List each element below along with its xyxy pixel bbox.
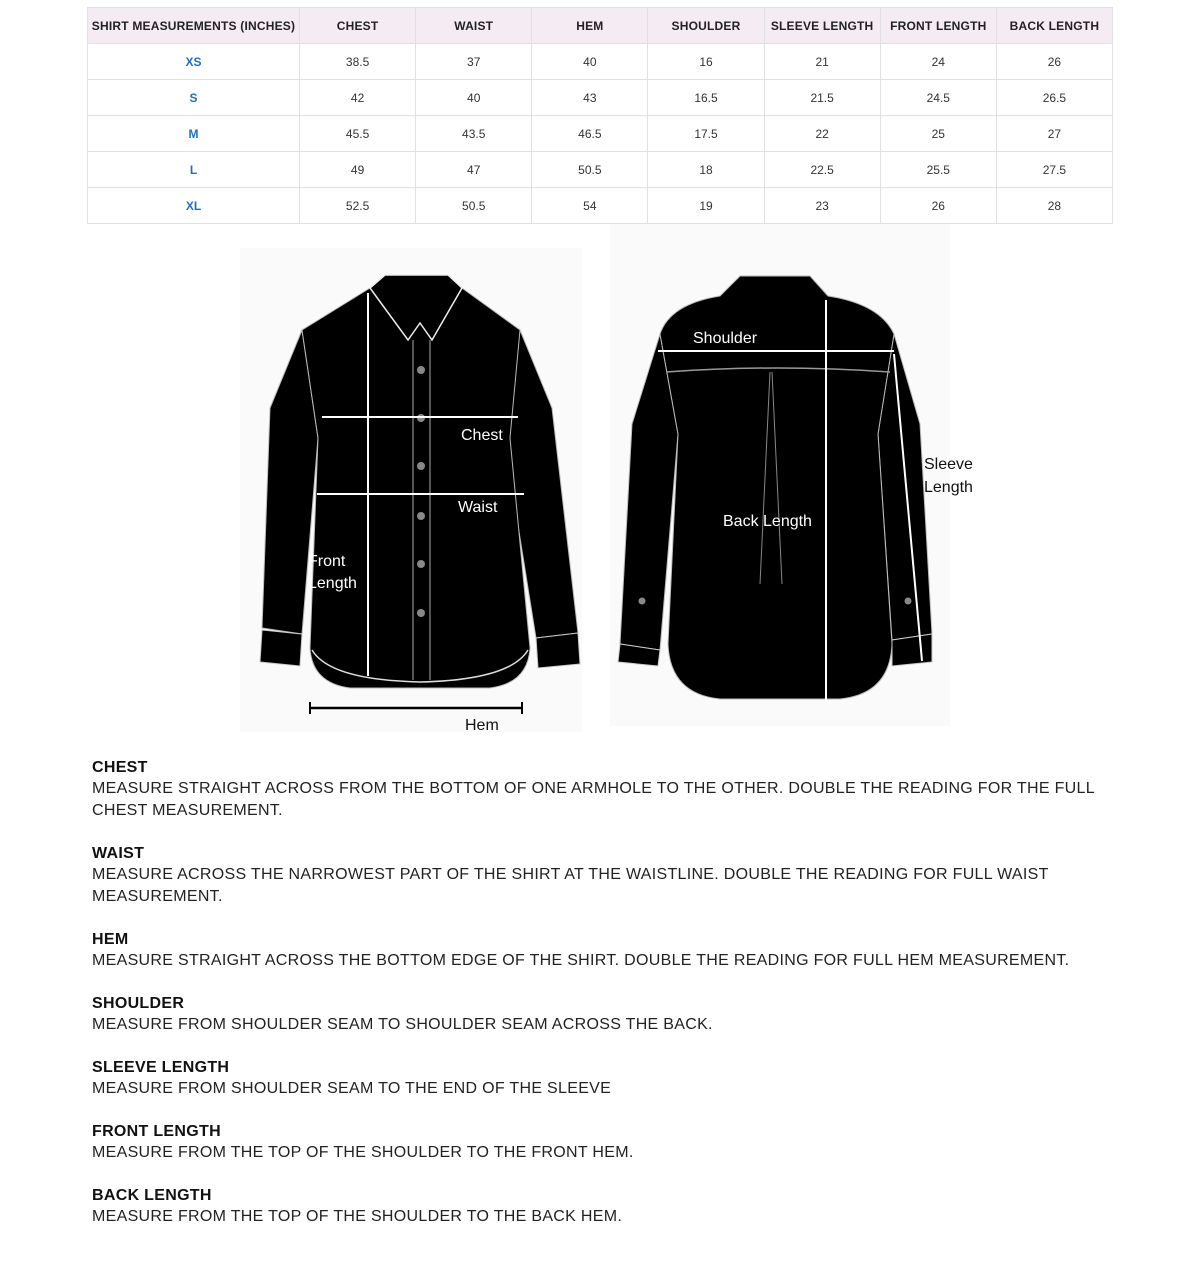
table-cell: 40 xyxy=(416,80,532,116)
size-label: S xyxy=(88,80,300,116)
front-shirt-diagram xyxy=(240,248,582,732)
description-title: FRONT LENGTH xyxy=(92,1123,221,1140)
table-row xyxy=(88,116,1113,152)
header-back-length: BACK LENGTH xyxy=(996,8,1112,44)
table-cell: 43.5 xyxy=(416,116,532,152)
description-text: MEASURE FROM SHOULDER SEAM TO SHOULDER SEAM ACROSS THE BACK. xyxy=(92,1016,713,1033)
description-shoulder xyxy=(92,993,1102,1036)
description-sleeve-length xyxy=(92,1057,1102,1100)
description-front-length xyxy=(92,1121,1102,1164)
description-title: SHOULDER xyxy=(92,995,185,1012)
table-cell: 16.5 xyxy=(648,80,764,116)
sleeve-length-label-line2: Length xyxy=(924,479,973,496)
table-cell: 24 xyxy=(880,44,996,80)
table-cell: 28 xyxy=(996,188,1112,224)
table-cell: 40 xyxy=(532,44,648,80)
description-text: MEASURE FROM THE TOP OF THE SHOULDER TO THE BACK HEM. xyxy=(92,1208,623,1225)
table-cell: 45.5 xyxy=(300,116,416,152)
description-title: BACK LENGTH xyxy=(92,1187,212,1204)
description-chest xyxy=(92,757,1102,822)
table-cell: 46.5 xyxy=(532,116,648,152)
description-waist xyxy=(92,843,1102,908)
table-cell: 26 xyxy=(996,44,1112,80)
table-cell: 23 xyxy=(764,188,880,224)
header-sleeve-length: SLEEVE LENGTH xyxy=(764,8,880,44)
table-cell: 22 xyxy=(764,116,880,152)
header-front-length: FRONT LENGTH xyxy=(880,8,996,44)
size-chart-table xyxy=(87,7,1113,224)
description-hem xyxy=(92,929,1102,972)
description-title: WAIST xyxy=(92,845,145,862)
table-cell: 25 xyxy=(880,116,996,152)
table-cell: 22.5 xyxy=(764,152,880,188)
table-cell: 16 xyxy=(648,44,764,80)
hem-label: Hem xyxy=(465,717,499,734)
table-cell: 47 xyxy=(416,152,532,188)
front-length-label-line2: Length xyxy=(308,575,357,592)
size-label: XS xyxy=(88,44,300,80)
header-measurements: SHIRT MEASUREMENTS (INCHES) xyxy=(88,8,300,44)
description-text: MEASURE FROM THE TOP OF THE SHOULDER TO THE FRONT HEM. xyxy=(92,1144,634,1161)
back-length-label: Back Length xyxy=(723,513,812,530)
description-title: CHEST xyxy=(92,759,148,776)
table-cell: 50.5 xyxy=(532,152,648,188)
header-chest: CHEST xyxy=(300,8,416,44)
header-waist: WAIST xyxy=(416,8,532,44)
table-cell: 38.5 xyxy=(300,44,416,80)
size-label: L xyxy=(88,152,300,188)
table-row xyxy=(88,188,1113,224)
table-cell: 52.5 xyxy=(300,188,416,224)
table-row xyxy=(88,152,1113,188)
back-shirt-diagram xyxy=(610,224,973,726)
table-cell: 26.5 xyxy=(996,80,1112,116)
description-text: MEASURE STRAIGHT ACROSS THE BOTTOM EDGE OF THE SHIRT. DOUBLE THE READING FOR FULL HEM MEASUREMENT. xyxy=(92,952,1070,969)
measurement-descriptions xyxy=(92,757,1102,1249)
table-cell: 54 xyxy=(532,188,648,224)
table-cell: 26 xyxy=(880,188,996,224)
table-cell: 49 xyxy=(300,152,416,188)
chest-label: Chest xyxy=(461,427,503,444)
header-hem: HEM xyxy=(532,8,648,44)
table-cell: 25.5 xyxy=(880,152,996,188)
table-cell: 42 xyxy=(300,80,416,116)
description-text: MEASURE STRAIGHT ACROSS FROM THE BOTTOM OF ONE ARMHOLE TO THE OTHER. DOUBLE THE READING FOR THE FULL CHEST MEASUREMENT. xyxy=(92,780,1095,819)
front-shirt-illustration xyxy=(240,248,582,732)
shoulder-label: Shoulder xyxy=(693,330,758,347)
description-text: MEASURE ACROSS THE NARROWEST PART OF THE SHIRT AT THE WAISTLINE. DOUBLE THE READING FOR FULL WAIST MEASUREMENT. xyxy=(92,866,1049,905)
description-back-length xyxy=(92,1185,1102,1228)
front-length-label-line1: Front xyxy=(308,553,346,570)
size-label: M xyxy=(88,116,300,152)
table-cell: 17.5 xyxy=(648,116,764,152)
sleeve-length-label-line1: Sleeve xyxy=(924,456,973,473)
size-label: XL xyxy=(88,188,300,224)
table-cell: 18 xyxy=(648,152,764,188)
table-cell: 43 xyxy=(532,80,648,116)
table-cell: 37 xyxy=(416,44,532,80)
header-shoulder: SHOULDER xyxy=(648,8,764,44)
back-shirt-illustration xyxy=(610,224,950,726)
table-cell: 27.5 xyxy=(996,152,1112,188)
table-row xyxy=(88,44,1113,80)
description-text: MEASURE FROM SHOULDER SEAM TO THE END OF THE SLEEVE xyxy=(92,1080,612,1097)
table-cell: 24.5 xyxy=(880,80,996,116)
table-row xyxy=(88,80,1113,116)
description-title: HEM xyxy=(92,931,129,948)
table-cell: 21 xyxy=(764,44,880,80)
table-cell: 27 xyxy=(996,116,1112,152)
table-header-row xyxy=(88,8,1113,44)
table-cell: 50.5 xyxy=(416,188,532,224)
waist-label: Waist xyxy=(458,499,498,516)
table-cell: 19 xyxy=(648,188,764,224)
description-title: SLEEVE LENGTH xyxy=(92,1059,230,1076)
table-cell: 21.5 xyxy=(764,80,880,116)
